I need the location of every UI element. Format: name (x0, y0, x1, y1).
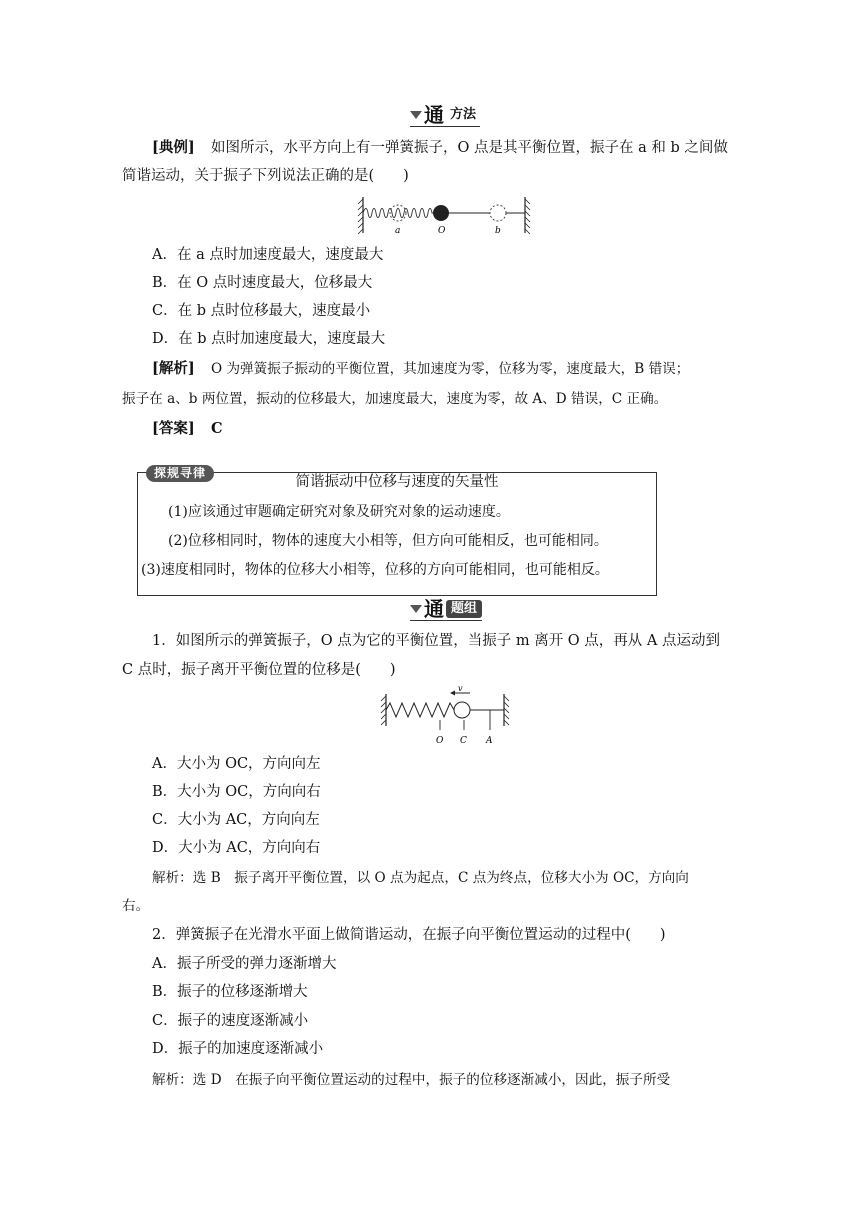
method-item-3: (3)速度相同时，物体的位移大小相等，位移的方向可能相同，也可能相反。 (141, 562, 609, 578)
banner-big-char: 通 (424, 103, 444, 127)
solid-ball-O (433, 205, 449, 221)
example-option-b: B．在 O 点时速度最大，位移最大 (152, 275, 373, 291)
example-line-1: 如图所示，水平方向上有一弹簧振子，O 点是其平衡位置，振子在 a 和 b 之间做 (211, 140, 728, 156)
example-option-a: A．在 a 点时加速度最大，速度最大 (152, 247, 384, 263)
section-banner-problems (410, 598, 482, 621)
q2-line-1: 2．弹簧振子在光滑水平面上做简谐运动，在振子向平衡位置运动的过程中( ) (152, 927, 666, 943)
example-option-c: C．在 b 点时位移最大，速度最小 (152, 303, 371, 319)
example-option-d: D．在 b 点时加速度最大，速度最大 (152, 331, 386, 347)
q1-analysis-line-1: 解析：选 B 振子离开平衡位置，以 O 点为起点，C 点为终点，位移大小为 OC，方向向 (152, 870, 689, 886)
banner-label: 题组 (446, 600, 482, 618)
q1-option-b: B．大小为 OC，方向向右 (152, 784, 321, 800)
spring-oscillator-figure (355, 193, 535, 241)
answer-tag: [答案] (152, 420, 195, 437)
triangle-icon (410, 605, 422, 613)
method-item-2: (2)位移相同时，物体的速度大小相等，但方向可能相反，也可能相同。 (168, 533, 608, 549)
q1-analysis-line-2: 右。 (122, 898, 150, 914)
q1-option-d: D．大小为 AC，方向向右 (152, 840, 321, 856)
method-box-title: 简谐振动中位移与速度的矢量性 (295, 474, 499, 490)
q2-analysis-line-1: 解析：选 D 在振子向平衡位置运动的过程中，振子的位移逐渐减小，因此，振子所受 (152, 1072, 671, 1088)
fig1-label-b: b (495, 226, 501, 236)
q2-option-a: A．振子所受的弹力逐渐增大 (152, 956, 337, 972)
analysis-tag: [解析] (152, 360, 195, 377)
analysis-line-2: 振子在 a、b 两位置，振动的位移最大，加速度最大，速度为零，故 A、D 错误，C 正确。 (122, 391, 668, 407)
banner-big-char: 通 (424, 597, 444, 621)
q2-option-d: D．振子的加速度逐渐减小 (152, 1041, 324, 1057)
spring-displacement-figure (378, 684, 518, 748)
dashed-ball-b (490, 205, 506, 221)
fig1-label-O: O (438, 226, 446, 236)
answer-value: C (211, 420, 223, 437)
q2-option-b: B．振子的位移逐渐增大 (152, 984, 308, 1000)
q1-line-2: C 点时，振子离开平衡位置的位移是( ) (122, 662, 396, 678)
example-line-2: 简谐运动，关于振子下列说法正确的是( ) (122, 168, 409, 184)
example-tag: [典例] (152, 139, 195, 156)
fig2-label-A: A (486, 736, 493, 746)
q1-option-a: A．大小为 OC，方向向左 (152, 756, 321, 772)
section-banner-method (410, 104, 480, 127)
fig1-label-a: a (395, 226, 401, 236)
triangle-icon (410, 111, 422, 119)
q2-option-c: C．振子的速度逐渐减小 (152, 1013, 309, 1029)
fig2-label-C: C (460, 736, 467, 746)
analysis-line-1: O 为弹簧振子振动的平衡位置，其加速度为零，位移为零，速度最大，B 错误； (211, 361, 690, 377)
method-box-tag: 探规寻律 (146, 465, 214, 482)
q1-line-1: 1．如图所示的弹簧振子，O 点为它的平衡位置，当振子 m 离开 O 点，再从 A 点运动到 (152, 633, 720, 649)
oscillator-ball (454, 702, 470, 718)
fig2-label-v: v (458, 684, 463, 693)
banner-label: 方法 (450, 107, 477, 122)
method-item-1: (1)应该通过审题确定研究对象及研究对象的运动速度。 (168, 504, 510, 520)
fig2-label-O: O (436, 736, 444, 746)
q1-option-c: C．大小为 AC，方向向左 (152, 812, 320, 828)
